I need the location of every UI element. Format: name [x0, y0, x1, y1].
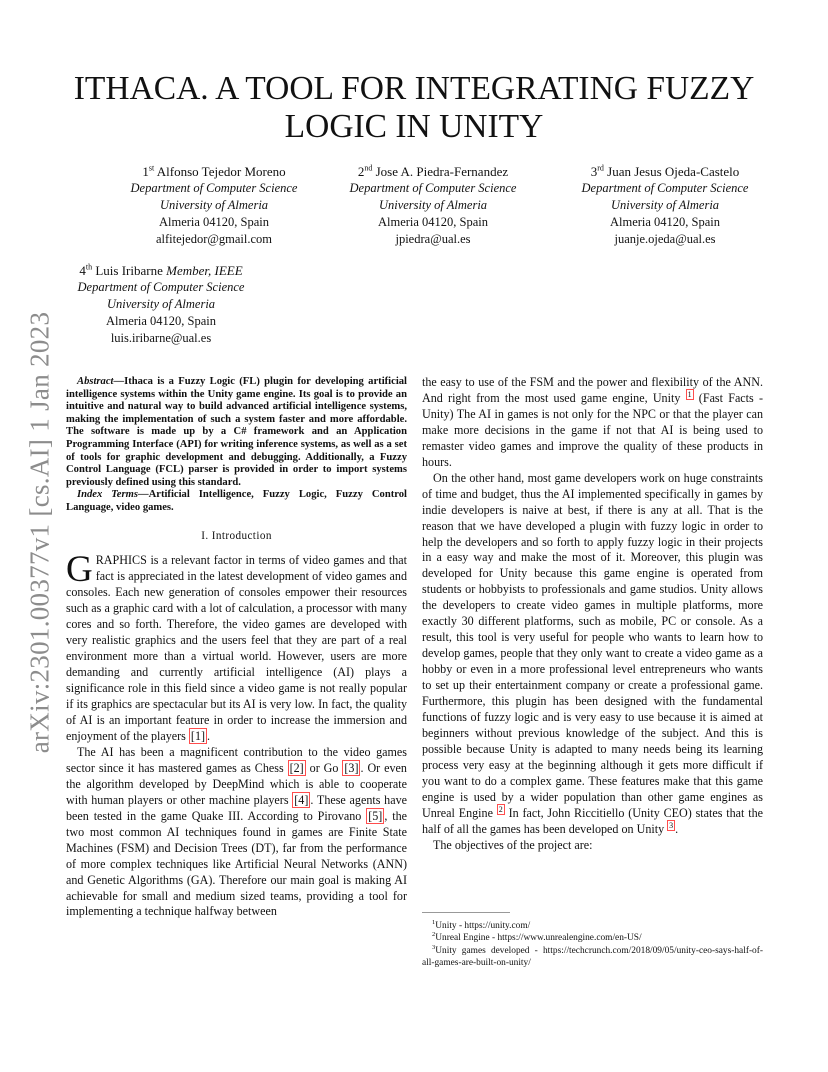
footnote-number: 1 — [432, 918, 436, 926]
footnote-1 — [422, 920, 763, 932]
title-line-2: LOGIC IN UNITY — [284, 108, 544, 145]
footnote-text[interactable]: Unity - https://unity.com/ — [435, 921, 531, 931]
author-addr: Almeria 04120, Spain — [158, 215, 270, 229]
index-terms — [66, 489, 407, 514]
arxiv-stamp — [10, 305, 70, 760]
author-addr: Almeria 04120, Spain — [609, 215, 721, 229]
right-paragraph-1 — [422, 375, 763, 471]
left-column — [66, 376, 407, 920]
author-block-4 — [36, 262, 286, 347]
footnotes — [422, 920, 763, 970]
author-dept: Department of Computer Science — [349, 181, 517, 195]
intro-p2-text: or Go — [305, 760, 343, 775]
right-p1-text: (Fast Facts - Unity) The AI in games is not only for the NPC or that the player can make more decisions in the game if not that AI is being used to remaster video games and improve the quality of these products in hours. — [422, 390, 763, 469]
footnote-link-2[interactable]: 2 — [498, 804, 503, 814]
author-email: luis.iribarne@ual.es — [110, 331, 212, 345]
footnote-link-1[interactable]: 1 — [687, 389, 692, 399]
author-name: Alfonso Tejedor Moreno — [156, 164, 286, 179]
author-addr: Almeria 04120, Spain — [377, 215, 489, 229]
footnote-text[interactable]: Unreal Engine - https://www.unrealengine.com/en-US/ — [435, 933, 642, 944]
author-dept: Department of Computer Science — [130, 181, 298, 195]
right-p1-text: the easy to use of the FSM and the power and flexibility of the ANN. And right from the most used game engine, Unity — [422, 375, 763, 405]
author-membership: Member, IEEE — [166, 263, 243, 278]
author-block-3 — [540, 163, 790, 248]
author-email: jpiedra@ual.es — [395, 232, 471, 246]
arxiv-id: arXiv:2301.00377v1 [cs.AI] 1 Jan 2023 — [24, 311, 55, 754]
author-univ: University of Almeria — [159, 198, 269, 212]
author-ordinal: 1 — [142, 164, 149, 179]
author-name-line — [540, 163, 790, 180]
author-block-1 — [89, 163, 339, 248]
author-name-line — [36, 262, 286, 279]
author-univ: University of Almeria — [378, 198, 488, 212]
author-ordinal-suffix: rd — [597, 163, 604, 173]
right-column — [422, 375, 763, 854]
intro-p1-text: RAPHICS is a relevant factor in terms of video games and that fact is appreciated in the latest development of video games and consoles. Each new generation of consoles empower their resources such as a graphic card with a lot of calculation, a processor with many cores and so forth. Therefore, the video games are developed with very realistic graphics and the users feel that they are part of a real environment more than a virtual world. However, users are more demanding and currently artificial intelligence (AI) plays a significance role in this field since a video game is not really popular if its graphics are spectacular but its AI is very low. In fact, the quality of AI is an important feature in order to increase the immersion and enjoyment of the players — [66, 553, 407, 743]
right-p2-text: . — [675, 821, 679, 836]
footnote-number: 2 — [432, 931, 436, 939]
author-name: Jose A. Piedra-Fernandez — [375, 164, 509, 179]
author-ordinal-suffix: nd — [364, 163, 373, 173]
author-ordinal: 2 — [357, 164, 365, 179]
citation-link-3[interactable]: [3] — [344, 760, 359, 775]
footnote-number: 3 — [432, 943, 436, 951]
intro-p2-text: . These agents have been tested in the game Quake III. According to Pirovano — [66, 792, 407, 823]
author-ordinal-suffix: st — [148, 163, 155, 173]
author-name-line — [89, 163, 339, 180]
author-univ: University of Almeria — [106, 297, 216, 311]
author-name-line — [308, 163, 558, 180]
intro-p2-text: , the two most common AI techniques found in games are Finite State Machines (FSM) and Decision Trees (DT), far from the performance of more complex techniques like Artificial Neural Networks (ANN) and Genetic Algorithms (GA). Therefore our main goal is making AI achievable for small and medium sized teams, providing a tool for implementing a technique halfway between — [66, 808, 407, 919]
section-heading-introduction: I. Introduction — [201, 529, 272, 542]
author-univ: University of Almeria — [610, 198, 720, 212]
title-line-1: ITHACA. A TOOL FOR INTEGRATING FUZZY — [73, 70, 755, 107]
author-dept: Department of Computer Science — [77, 280, 245, 294]
author-ordinal: 4 — [79, 263, 86, 278]
author-email: alfitejedor@gmail.com — [156, 232, 272, 246]
index-terms-text: —Artificial Intelligence, Fuzzy Logic, Fuzzy Control Language, video games. — [66, 489, 407, 513]
abstract-label: Abstract — [77, 376, 114, 387]
footnote-2 — [422, 932, 763, 944]
author-email: juanje.ojeda@ual.es — [614, 232, 716, 246]
abstract — [66, 376, 407, 489]
citation-link-2[interactable]: [2] — [289, 760, 304, 775]
footnote-link-3[interactable]: 3 — [669, 820, 674, 830]
author-name: Luis Iribarne — [95, 263, 163, 278]
intro-p1-end: . — [207, 728, 211, 743]
author-block-2 — [308, 163, 558, 248]
intro-paragraph-1 — [66, 549, 407, 744]
footnote-text[interactable]: Unity games developed - https://techcrunch.com/2018/09/05/unity-ceo-says-half-of-all-games-are-built-on-unity/ — [422, 945, 763, 969]
author-ordinal: 3 — [590, 164, 598, 179]
citation-link-5[interactable]: [5] — [368, 808, 383, 823]
paper-title — [60, 70, 768, 146]
intro-p2-text: The AI has been a magnificent contribution to the video games sector since it has mastered games as Chess — [66, 744, 407, 775]
right-p2-text: In fact, John Riccitiello (Unity CEO) states that the half of all the games has been developed on Unity — [422, 805, 763, 836]
footnote-divider — [422, 912, 510, 913]
intro-p2-text: . Or even the algorithm developed by DeepMind which is able to cooperate with human players or other machine players — [66, 760, 407, 807]
right-paragraph-3: The objectives of the project are: — [433, 837, 593, 852]
right-paragraph-2 — [422, 471, 763, 838]
intro-paragraph-2 — [66, 745, 407, 920]
citation-link-4[interactable]: [4] — [294, 792, 309, 807]
right-p2-text: On the other hand, most game developers work on huge constraints of time and budget, thus the AI implemented specifically in games by indie developers is naive at best, if there is any at all. That is the reason that we have developed a plugin with fuzzy logic in order to help the developers and so forth to apply fuzzy logic in their projects in a easy way and make the most of it. Moreover, this plugin was developed for Unity because this game engine is operated from students or hobbyists to professionals and game studios. Unity allows the developers to create video games in multiple platforms, more exactly 30 different platforms, such as mobile, PC or console. As a result, this tool is very useful for people who wants to learn how to develop games, people that they only want to create a video game as a hobby or even in a more professional level entrepreneurs who wants to set up their entertainment company or create a professional game. Furthermore, this plugin has been designed with the fundamental functions of fuzzy logic and is very easy to use because it is aimed at beginners without previous knowledge of the subject. And this is possible because Unity is adapted to many needs being its learning process very easy at the beginning although it gets more difficult if you want to do a complex game. These features make that this game engine is used by a wider population than other game engines as Unreal Engine — [422, 470, 763, 820]
footnote-3 — [422, 945, 763, 970]
abstract-text: —Ithaca is a Fuzzy Logic (FL) plugin for developing artificial intelligence systems within the Unity game engine. Its goal is to provide an intuitive and natural way to build advanced artificial intelligence systems, making the implementation of such a system faster and more affordable. The software is made up by a C# framework and an Application Programming Interface (API) for writing inference systems, as well as a set of tools for graphic development and debugging. Additionally, a Fuzzy Control Language (FCL) parser is provided in order to import systems previously defined using this standard. — [66, 376, 407, 488]
author-dept: Department of Computer Science — [581, 181, 749, 195]
index-terms-label: Index Terms — [77, 489, 138, 501]
author-name: Juan Jesus Ojeda-Castelo — [607, 164, 740, 179]
author-ordinal-suffix: th — [85, 262, 93, 272]
author-addr: Almeria 04120, Spain — [105, 314, 217, 328]
drop-cap: G — [66, 549, 93, 591]
citation-link-1[interactable]: [1] — [190, 728, 206, 743]
